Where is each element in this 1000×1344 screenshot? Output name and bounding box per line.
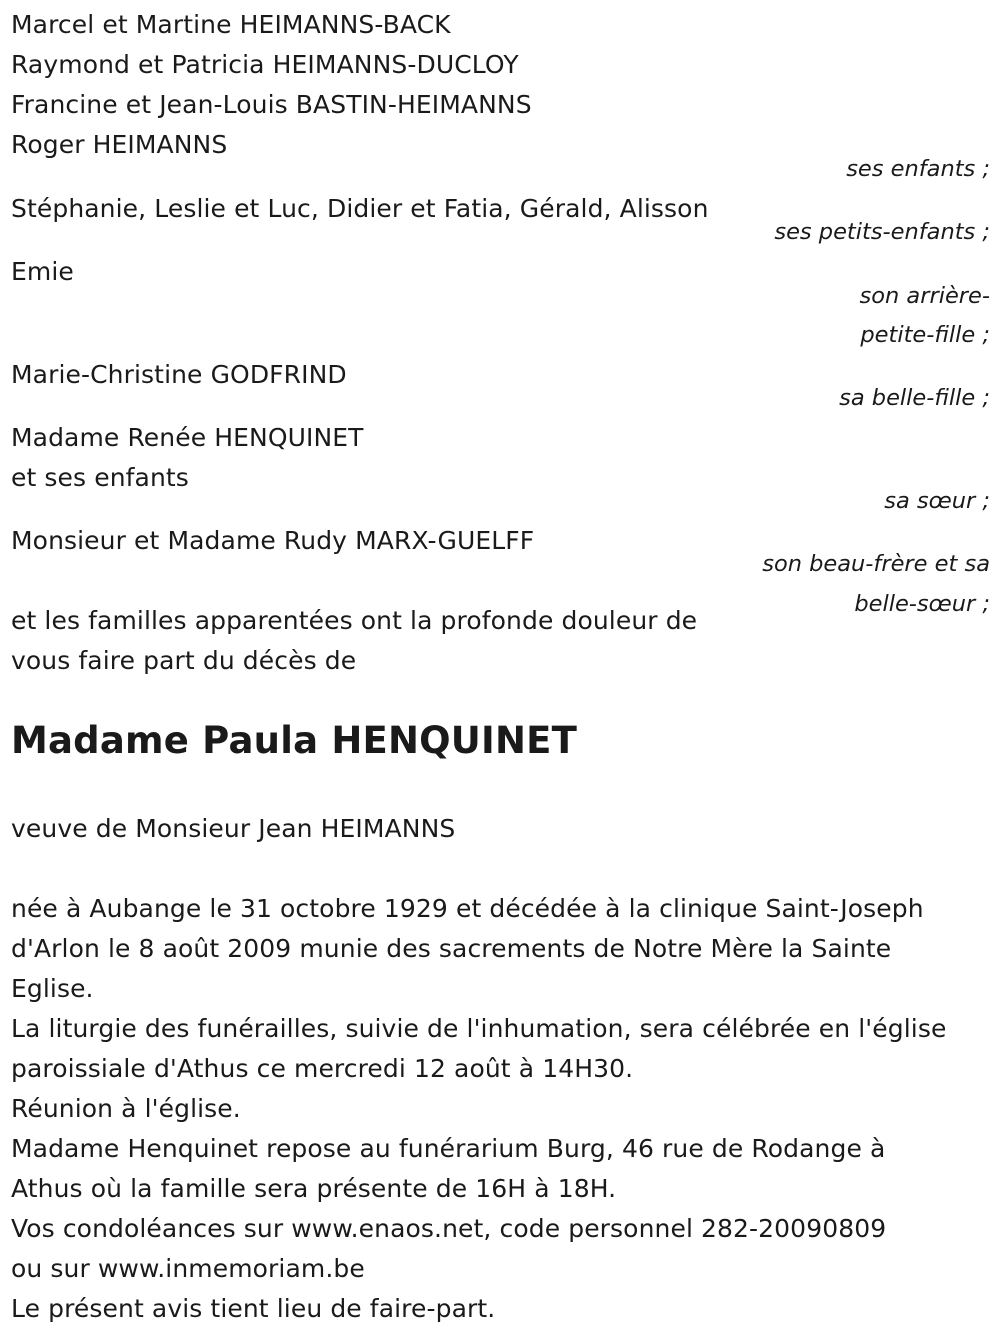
grandchildren-line: Stéphanie, Leslie et Luc, Didier et Fatia, Gérald, Alisson bbox=[11, 194, 709, 223]
details-line: d'Arlon le 8 août 2009 munie des sacrements de Notre Mère la Sainte bbox=[11, 934, 892, 963]
closing-line: et les familles apparentées ont la profonde douleur de bbox=[11, 606, 698, 635]
child-family-line: Marcel et Martine HEIMANNS-BACK bbox=[11, 10, 451, 39]
closing-line: vous faire part du décès de bbox=[11, 646, 357, 675]
details-line: Réunion à l'église. bbox=[11, 1094, 241, 1123]
details-line: paroissiale d'Athus ce mercredi 12 août à 14H30. bbox=[11, 1054, 634, 1083]
details-line: née à Aubange le 31 octobre 1929 et décédée à la clinique Saint-Joseph bbox=[11, 894, 924, 923]
sister-role: sa sœur ; bbox=[884, 488, 990, 514]
in-laws-role-line1: son beau-frère et sa bbox=[762, 551, 990, 577]
details-line: Vos condoléances sur www.enaos.net, code personnel 282-20090809 bbox=[11, 1214, 887, 1243]
details-line: La liturgie des funérailles, suivie de l'inhumation, sera célébrée en l'église bbox=[11, 1014, 947, 1043]
child-family-line: Francine et Jean-Louis BASTIN-HEIMANNS bbox=[11, 90, 532, 119]
widow-of-line: veuve de Monsieur Jean HEIMANNS bbox=[11, 814, 456, 843]
details-line: ou sur www.inmemoriam.be bbox=[11, 1254, 365, 1283]
details-line: Madame Henquinet repose au funérarium Burg, 46 rue de Rodange à bbox=[11, 1134, 886, 1163]
details-line: Eglise. bbox=[11, 974, 94, 1003]
sister-line: Madame Renée HENQUINET bbox=[11, 423, 364, 452]
child-family-line: Raymond et Patricia HEIMANNS-DUCLOY bbox=[11, 50, 519, 79]
grandchildren-role: ses petits-enfants ; bbox=[774, 219, 990, 245]
details-line: Athus où la famille sera présente de 16H à 18H. bbox=[11, 1174, 617, 1203]
sister-children-line: et ses enfants bbox=[11, 463, 189, 492]
details-line: Le présent avis tient lieu de faire-part. bbox=[11, 1294, 496, 1323]
children-role: ses enfants ; bbox=[846, 156, 990, 182]
in-laws-role-line2: belle-sœur ; bbox=[854, 591, 990, 617]
great-grandchild-line: Emie bbox=[11, 257, 74, 286]
great-grandchild-role-line1: son arrière- bbox=[859, 283, 990, 309]
child-family-line: Roger HEIMANNS bbox=[11, 130, 228, 159]
deceased-name: Madame Paula HENQUINET bbox=[11, 719, 578, 762]
daughter-in-law-role: sa belle-fille ; bbox=[839, 385, 990, 411]
daughter-in-law-line: Marie-Christine GODFRIND bbox=[11, 360, 347, 389]
great-grandchild-role-line2: petite-fille ; bbox=[860, 322, 990, 348]
in-laws-line: Monsieur et Madame Rudy MARX-GUELFF bbox=[11, 526, 535, 555]
